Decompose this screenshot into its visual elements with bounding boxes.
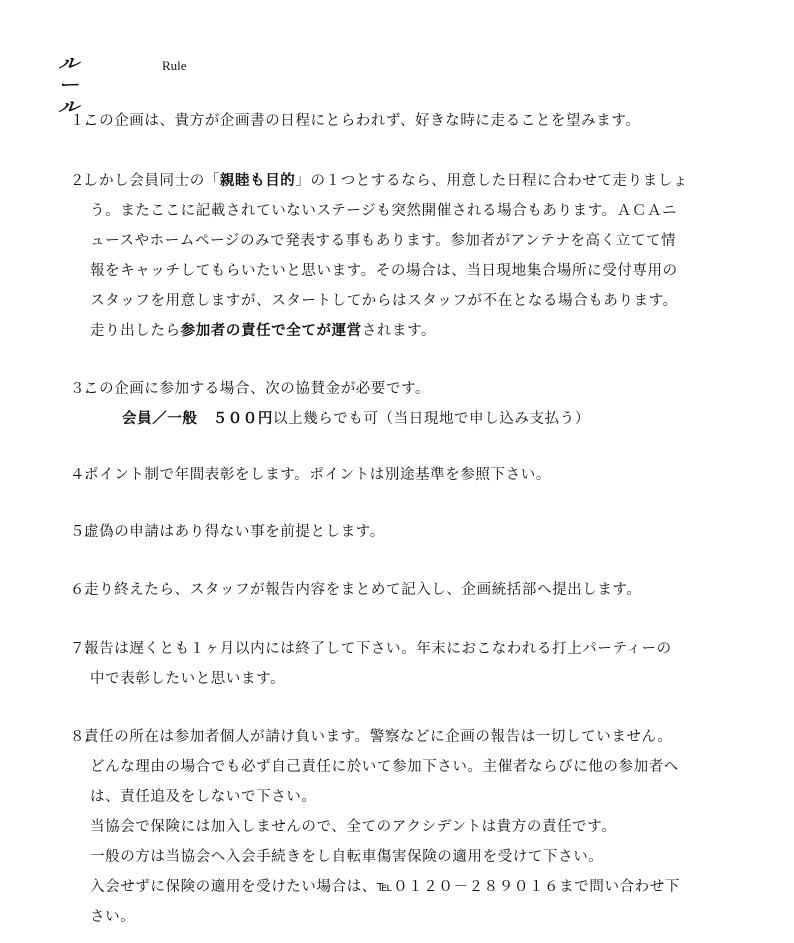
rule-line — [70, 812, 750, 842]
rule-number: ７. — [70, 641, 90, 657]
rule-line — [70, 256, 750, 286]
rule-text: 報告は遅くとも１ヶ月以内には終了して下さい。年末におこなわれる打上パーティーの — [84, 641, 672, 657]
rule-text: ュースやホームページのみで発表する事もあります。参加者がアンテナを高く立てて情 — [90, 233, 677, 249]
rule-text: う。またここに記載されていないステージも突然開催される場合もあります。ＡＣＡニ — [90, 203, 678, 219]
rule-text: さい。 — [90, 909, 136, 925]
rule-text: ポイント制で年間表彰をします。ポイントは別途基準を参照下さい。 — [84, 467, 551, 483]
rule-number: ３. — [70, 381, 90, 397]
rule-text: 責任の所在は参加者個人が請け負います。警察などに企画の報告は一切していません。 — [84, 729, 673, 745]
rule-line — [70, 316, 750, 346]
rule-text: 一般の方は当協会へ入会手続きをし自転車傷害保険の適用を受けて下さい。 — [90, 849, 604, 865]
emphasis-text: 参加者の責任で全てが運営 — [180, 323, 362, 339]
rule-line — [70, 226, 750, 256]
rule-line — [70, 517, 750, 547]
rule-line — [70, 106, 750, 136]
rule-number: ８. — [70, 729, 90, 745]
rule-line — [70, 166, 750, 196]
rule-line — [70, 634, 750, 664]
rule-line — [70, 664, 750, 694]
rule-text: 中で表彰したいと思います。 — [90, 671, 286, 687]
rule-line — [70, 722, 750, 752]
rule-text: どんな理由の場合でも必ず自己責任に於いて参加下さい。主催者ならびに他の参加者へ — [90, 759, 679, 775]
rule-number: １. — [70, 113, 90, 129]
rule-item — [70, 517, 750, 547]
rule-text: 当協会で保険には加入しませんので、全てのアクシデントは貴方の責任です。 — [90, 819, 617, 835]
heading-japanese: ルール — [58, 54, 80, 116]
rule-number: ４. — [70, 467, 90, 483]
rule-text: スタッフを用意しますが、スタートしてからはスタッフが不在となる場合もあります。 — [90, 293, 678, 309]
rule-text: 走り終えたら、スタッフが報告内容をまとめて記入し、企画統括部へ提出します。 — [84, 582, 642, 598]
rule-line — [70, 374, 750, 404]
rule-line — [70, 460, 750, 490]
rule-text: されます。 — [361, 323, 437, 339]
rule-text: この企画は、貴方が企画書の日程にとらわれず、好きな時に走ることを望みます。 — [84, 113, 641, 129]
rule-line — [70, 752, 750, 782]
rule-item — [70, 166, 750, 346]
rule-line — [70, 842, 750, 872]
rule-line — [70, 782, 750, 812]
rule-text: しかし会員同士の「 — [84, 173, 220, 189]
rule-line — [70, 575, 750, 605]
fee-line — [70, 404, 750, 434]
rule-number: ２. — [70, 173, 90, 189]
rule-text: 報をキャッチしてもらいたいと思います。その場合は、当日現地集合場所に受付専用の — [90, 263, 678, 279]
rule-item — [70, 460, 750, 490]
rule-text: この企画に参加する場合、次の協賛金が必要です。 — [84, 381, 431, 397]
rule-line — [70, 872, 750, 902]
rule-text: 入会せずに保険の適用を受けたい場合は、℡０１２０－２８９０１６まで問い合わせ下 — [90, 879, 680, 895]
rule-line — [70, 286, 750, 316]
fee-note: 以上幾らでも可（当日現地で申し込み支払う） — [273, 411, 590, 427]
rule-item — [70, 374, 750, 434]
heading-english: Rule — [162, 58, 187, 73]
rule-number: ６. — [70, 582, 90, 598]
rule-item — [70, 634, 750, 694]
fee-amount: 会員／一般 ５００円 — [122, 411, 273, 427]
rule-line — [70, 196, 750, 226]
rule-item — [70, 106, 750, 136]
rule-line — [70, 902, 750, 932]
rule-number: ５. — [70, 524, 90, 540]
rule-item — [70, 575, 750, 605]
rule-item — [70, 722, 750, 932]
rule-text: 」の１つとするなら、用意した日程に合わせて走りましょ — [295, 173, 689, 189]
rule-text: 走り出したら — [90, 323, 181, 339]
rule-text: は、責任追及をしないで下さい。 — [90, 789, 317, 805]
emphasis-text: 親睦も目的 — [219, 173, 296, 189]
rule-text: 虚偽の申請はあり得ない事を前提とします。 — [84, 524, 385, 540]
